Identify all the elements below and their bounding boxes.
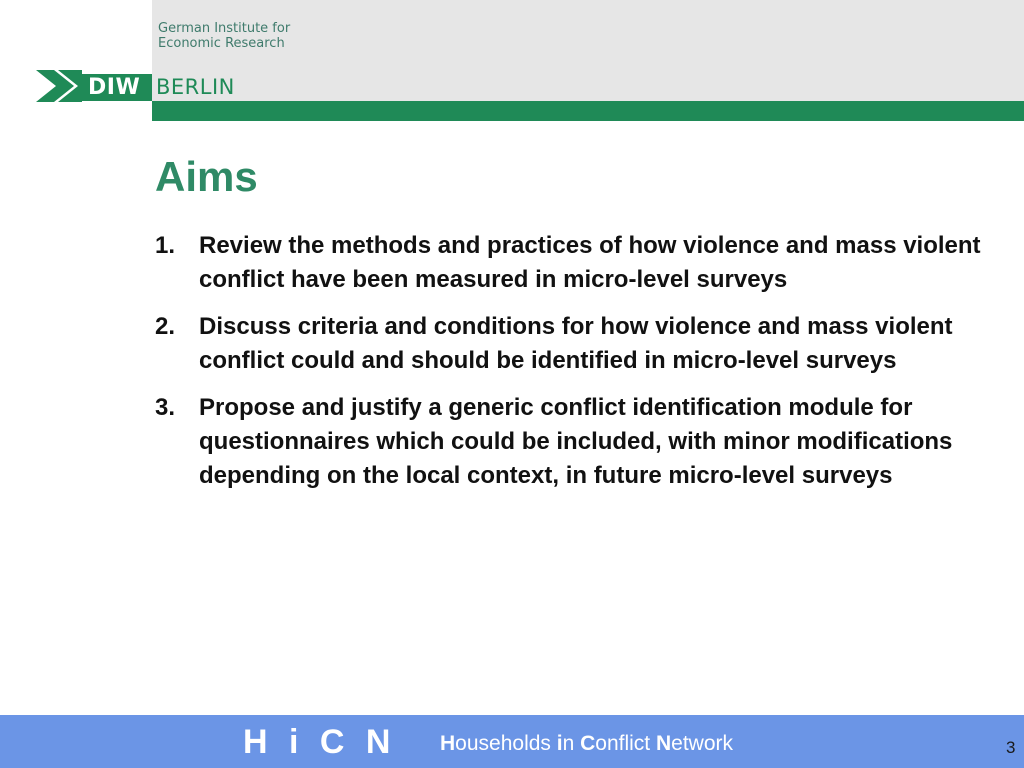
tagline-rest-network: etwork bbox=[671, 732, 734, 755]
logo-diw: DIW bbox=[82, 74, 152, 101]
list-item-number: 2. bbox=[155, 313, 176, 340]
list-item bbox=[155, 229, 1015, 297]
tagline-rest-conflict: onflict bbox=[595, 732, 656, 755]
list-item-number: 1. bbox=[155, 232, 176, 259]
tagline-rest-in: n bbox=[562, 732, 581, 755]
logo-berlin: BERLIN bbox=[156, 75, 235, 99]
footer-acronym: H i C N bbox=[243, 723, 397, 761]
list-item-text: Review the methods and practices of how violence and mass violent conflict have been measured in micro-level surveys bbox=[199, 232, 981, 293]
list-item-text: Propose and justify a generic conflict identification module for questionnaires which could be included, with minor modifications depending on the local context, in future micro-level surveys bbox=[199, 394, 953, 489]
footer-tagline bbox=[440, 731, 733, 757]
list-item-number: 3. bbox=[155, 394, 176, 421]
institute-name-line2: Economic Research bbox=[158, 36, 285, 51]
tagline-initial-h: H bbox=[440, 732, 456, 755]
tagline-initial-i: i bbox=[556, 732, 563, 755]
tagline-rest-households: ouseholds bbox=[455, 732, 557, 755]
header-accent-stripe bbox=[152, 101, 1024, 121]
diw-logo-icon bbox=[36, 70, 82, 102]
page-title: Aims bbox=[155, 153, 258, 200]
list-item bbox=[155, 310, 1015, 378]
aims-list bbox=[155, 229, 1015, 506]
institute-name bbox=[158, 21, 290, 51]
institute-name-line1: German Institute for bbox=[158, 21, 291, 36]
tagline-initial-c: C bbox=[580, 732, 596, 755]
list-item bbox=[155, 391, 1015, 493]
tagline-initial-n: N bbox=[655, 732, 672, 755]
list-item-text: Discuss criteria and conditions for how violence and mass violent conflict could and should be identified in micro-level surveys bbox=[199, 313, 953, 374]
page-number: 3 bbox=[1006, 738, 1016, 757]
